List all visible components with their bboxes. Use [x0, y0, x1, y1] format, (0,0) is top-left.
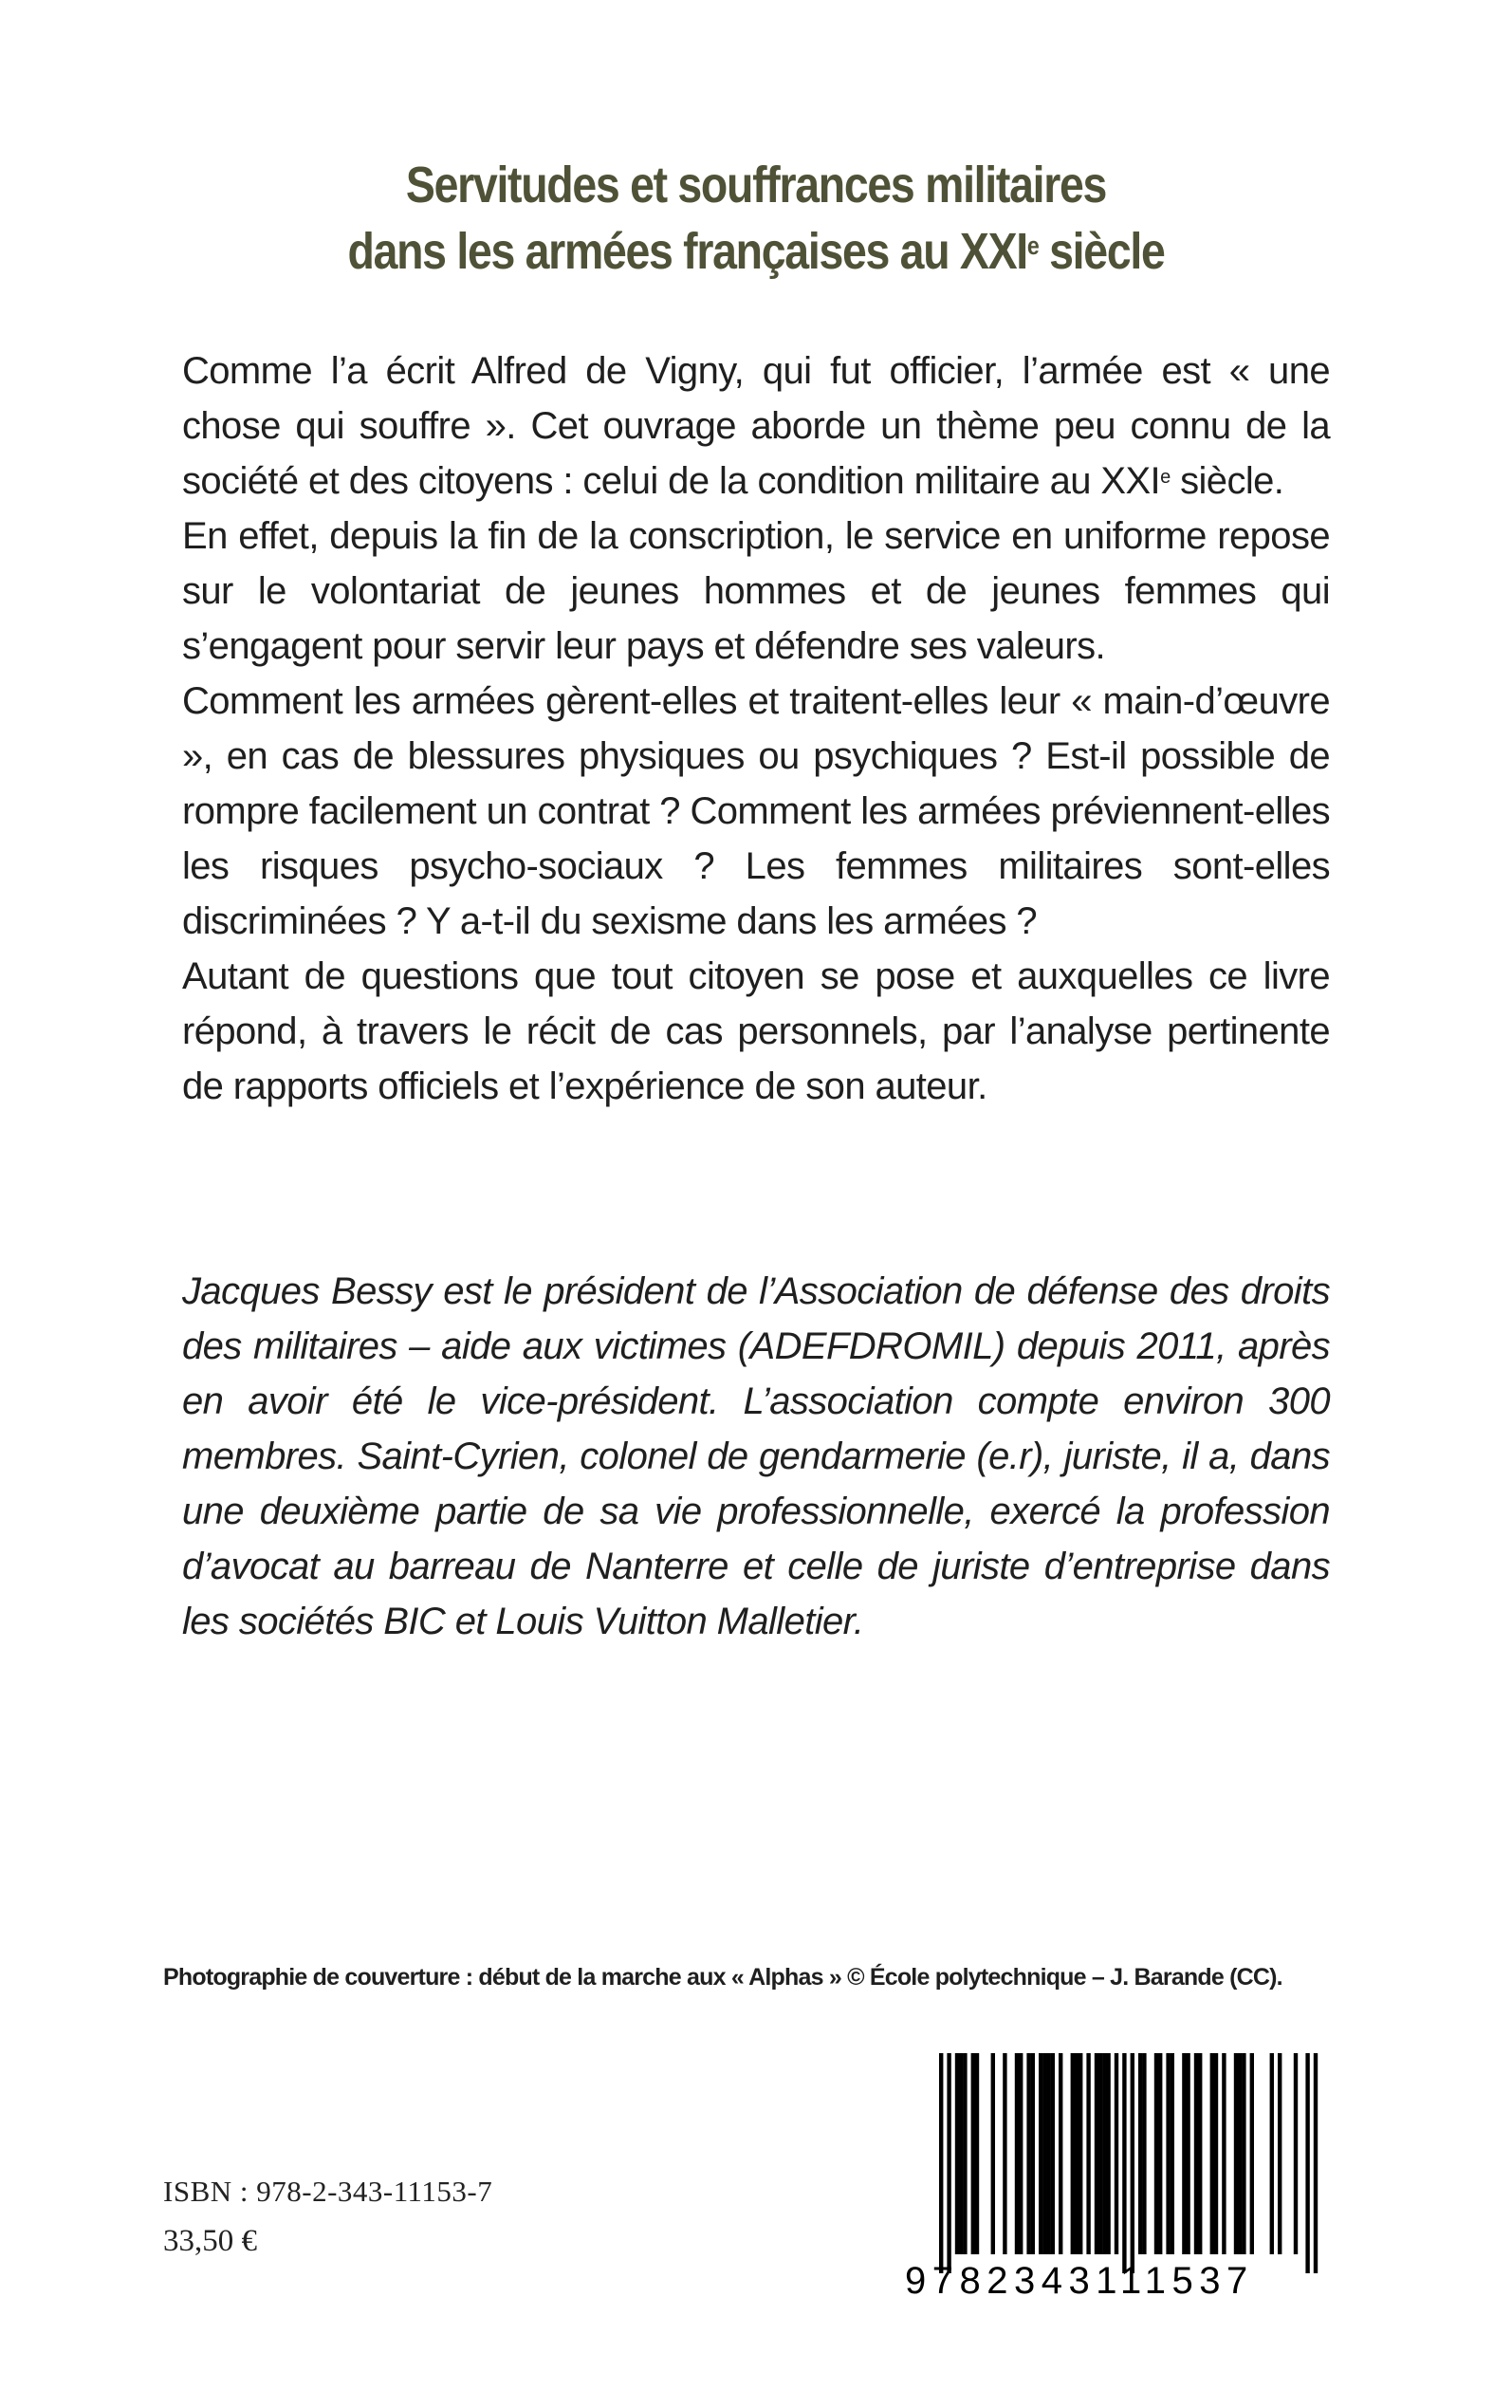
barcode-bar [1154, 2053, 1158, 2254]
barcode-digits: 9782343111537 [905, 2260, 1254, 2302]
price: 33,50 € [163, 2224, 257, 2258]
barcode-bar [1171, 2053, 1174, 2254]
barcode-bar [1039, 2053, 1042, 2254]
barcode-bar [1198, 2053, 1202, 2254]
description-paragraph-4: Autant de questions que tout citoyen se pose et auxquelles ce livre répond, à travers le récit de cas personnels, par l’analyse pertinente de rapports officiels et l’expérience de son auteur. [182, 955, 1330, 1107]
barcode-bar [991, 2053, 995, 2254]
barcode-bar [939, 2053, 943, 2273]
barcode-bar [1158, 2053, 1162, 2254]
title-line-2-main: dans les armées françaises au XXI [347, 223, 1027, 280]
barcode-bar [1305, 2053, 1309, 2273]
barcode-icon [905, 2053, 1356, 2311]
barcode-bar [947, 2053, 950, 2273]
barcode-bar [1071, 2053, 1075, 2254]
barcode-bar [1182, 2053, 1186, 2254]
barcode-bar [1059, 2053, 1062, 2254]
author-bio [182, 1264, 1330, 1649]
photo-credit: Photographie de couverture : début de la marche aux « Alphas » © École polytechnique – J. Barande (CC). [163, 1964, 1282, 1991]
title-superscript: e [1026, 232, 1039, 261]
barcode-bar [975, 2053, 979, 2254]
barcode-bar [1042, 2053, 1046, 2254]
description-paragraph-3: Comment les armées gèrent-elles et traitent-elles leur « main-d’œuvre », en cas de blessures physiques ou psychiques ? Est-il possible de rompre facilement un contrat ? Comment les armées préviennent-elles les risques psycho-sociaux ? Les femmes militaires sont-elles discriminées ? Y a-t-il du sexisme dans les armées ? [182, 680, 1330, 942]
title-line-2 [106, 218, 1407, 285]
barcode-bar [1095, 2053, 1098, 2254]
barcode-bar [1122, 2053, 1126, 2273]
barcode-bar [1102, 2053, 1106, 2254]
barcode-bar [1210, 2053, 1214, 2254]
barcode-bar [1051, 2053, 1055, 2254]
barcode-bar [1238, 2053, 1242, 2254]
description-paragraph-1 [182, 343, 1330, 509]
barcode-bar [1294, 2053, 1298, 2254]
barcode-bar [1046, 2053, 1050, 2254]
barcode-bar [1222, 2053, 1226, 2254]
barcode-bar [1026, 2053, 1030, 2254]
barcode-bar [1015, 2053, 1019, 2254]
barcode-bar [1031, 2053, 1035, 2254]
book-title [106, 152, 1407, 285]
description-p1-b: siècle. [1170, 460, 1284, 502]
book-description [182, 343, 1330, 1114]
title-line-1: Servitudes et souffrances militaires [405, 157, 1107, 213]
author-bio-text: Jacques Bessy est le président de l’Association de défense des droits des militaires – aide aux victimes (ADEFDROMIL) depuis 2011, après en avoir été le vice-président. L’association compte environ 300 membres. Saint-Cyrien, colonel de gendarmerie (e.r), juriste, il a, dans une deuxième partie de sa vie professionnelle, exercé la profession d’avocat au barreau de Nanterre et celle de juriste d’entreprise dans les sociétés BIC et Louis Vuitton Malletier. [182, 1270, 1330, 1642]
barcode-bar [1086, 2053, 1090, 2254]
title-line-2-end: siècle [1038, 223, 1165, 280]
barcode-bar [1131, 2053, 1134, 2273]
barcode-bar [955, 2053, 959, 2254]
barcode-bar [971, 2053, 975, 2254]
barcode-bar [1166, 2053, 1170, 2254]
barcode-bar [1214, 2053, 1218, 2254]
barcode-bar [1138, 2053, 1142, 2254]
barcode-bar [1079, 2053, 1082, 2254]
description-p1-a: Comme l’a écrit Alfred de Vigny, qui fut officier, l’armée est « une chose qui souffre ». Cet ouvrage aborde un thème peu connu de la société et des citoyens : celui de la condition militaire au XXI [182, 350, 1330, 502]
barcode-bar [959, 2053, 963, 2254]
barcode-bar [1250, 2053, 1254, 2254]
barcode-bar [1019, 2053, 1023, 2254]
barcode-bar [1314, 2053, 1318, 2273]
barcode-bar [1106, 2053, 1110, 2254]
barcode-bar [1234, 2053, 1238, 2254]
barcode-bar [1075, 2053, 1079, 2254]
description-p1-superscript: e [1160, 467, 1171, 488]
barcode-bar [1003, 2053, 1006, 2254]
isbn: ISBN : 978-2-343-11153-7 [163, 2175, 493, 2208]
barcode-bar [1142, 2053, 1146, 2254]
barcode-bar [963, 2053, 967, 2254]
barcode-bar [1270, 2053, 1274, 2254]
barcode-bar [1194, 2053, 1198, 2254]
barcode-bar [1186, 2053, 1189, 2254]
barcode-bar [1242, 2053, 1245, 2254]
description-paragraph-2: En effet, depuis la fin de la conscription, le service en uniforme repose sur le volontariat de jeunes hommes et de jeunes femmes qui s’engagent pour servir leur pays et défendre ses valeurs. [182, 515, 1330, 667]
barcode-bar [1115, 2053, 1118, 2254]
barcode-bar [1098, 2053, 1102, 2254]
barcode-bar [1278, 2053, 1282, 2254]
